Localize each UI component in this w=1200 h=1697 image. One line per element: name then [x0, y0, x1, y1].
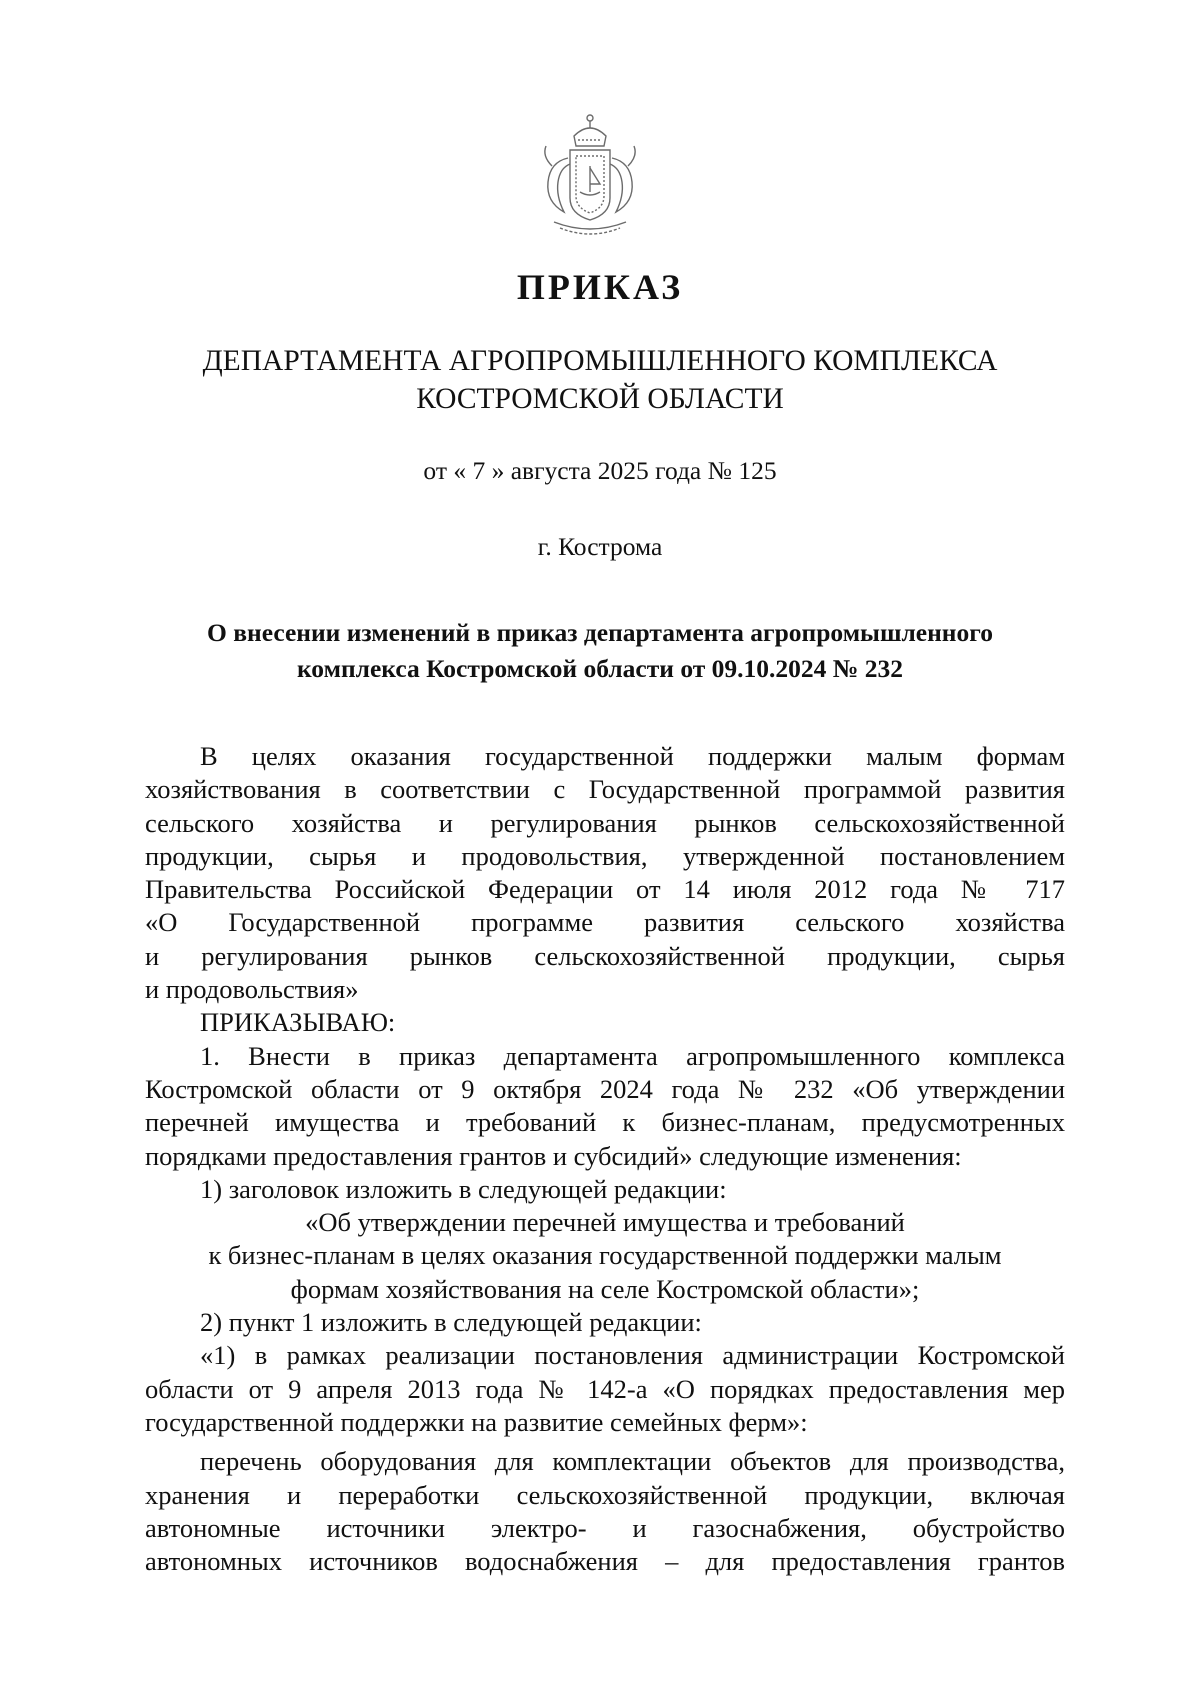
department-name: [0, 342, 1200, 418]
subject-line: комплекса Костромской области от 09.10.2024 № 232: [296, 654, 904, 683]
coat-of-arms-icon: [528, 106, 652, 242]
item-line: перечней имущества и требований к бизнес-планам, предусмотренных: [145, 1107, 1065, 1138]
point-line: области от 9 апреля 2013 года № 142-а «О порядках предоставления мер: [145, 1373, 1065, 1404]
new-title-line: к бизнес-планам в целях оказания государственной поддержки малым: [208, 1240, 1002, 1271]
preamble-line: сельского хозяйства и регулирования рынков сельскохозяйственной: [145, 807, 1065, 838]
document-body: [145, 740, 1065, 1578]
list-line: перечень оборудования для комплектации объектов для производства,: [200, 1446, 1065, 1477]
preamble-line: Правительства Российской Федерации от 14 июля 2012 года № 717: [145, 874, 1065, 905]
subitem-line: 1) заголовок изложить в следующей редакции:: [200, 1173, 727, 1204]
new-title-line: «Об утверждении перечней имущества и требований: [305, 1207, 905, 1238]
item-line: Костромской области от 9 октября 2024 года № 232 «Об утверждении: [145, 1073, 1065, 1104]
preamble-line: В целях оказания государственной поддержки малым формам: [200, 741, 1065, 771]
city-name: г. Кострома: [537, 532, 663, 561]
preamble-line: продукции, сырья и продовольствия, утвержденной постановлением: [145, 840, 1065, 871]
preamble-line: хозяйствования в соответствии с Государственной программой развития: [145, 774, 1065, 805]
point-line: государственной поддержки на развитие семейных ферм»:: [145, 1406, 808, 1437]
order-word: ПРИКАЗЫВАЮ:: [200, 1007, 396, 1038]
preamble-line: «О Государственной программе развития сельского хозяйства: [145, 907, 1065, 938]
department-line: КОСТРОМСКОЙ ОБЛАСТИ: [416, 383, 784, 415]
list-line: автономных источников водоснабжения – для предоставления грантов: [145, 1546, 1065, 1577]
preamble-line: и регулирования рынков сельскохозяйственной продукции, сырья: [145, 940, 1065, 971]
subject-line: О внесении изменений в приказ департамента агропромышленного: [207, 618, 993, 647]
item-line: 1. Внести в приказ департамента агропромышленного комплекса: [200, 1040, 1065, 1071]
point-line: «1) в рамках реализации постановления администрации Костромской: [200, 1340, 1065, 1371]
item-line: порядками предоставления грантов и субсидий» следующие изменения:: [145, 1140, 962, 1171]
order-date-number: от « 7 » августа 2025 года № 125: [423, 456, 777, 485]
preamble-line: и продовольствия»: [145, 974, 359, 1005]
document-title: ПРИКАЗ: [516, 267, 684, 307]
list-line: автономные источники электро- и газоснабжения, обустройство: [145, 1512, 1065, 1543]
new-title-line: формам хозяйствования на селе Костромской области»;: [290, 1273, 920, 1304]
list-line: хранения и переработки сельскохозяйственной продукции, включая: [145, 1479, 1065, 1510]
department-line: ДЕПАРТАМЕНТА АГРОПРОМЫШЛЕННОГО КОМПЛЕКСА: [202, 345, 998, 377]
subitem-line: 2) пункт 1 изложить в следующей редакции:: [200, 1307, 702, 1338]
order-subject: [0, 615, 1200, 687]
